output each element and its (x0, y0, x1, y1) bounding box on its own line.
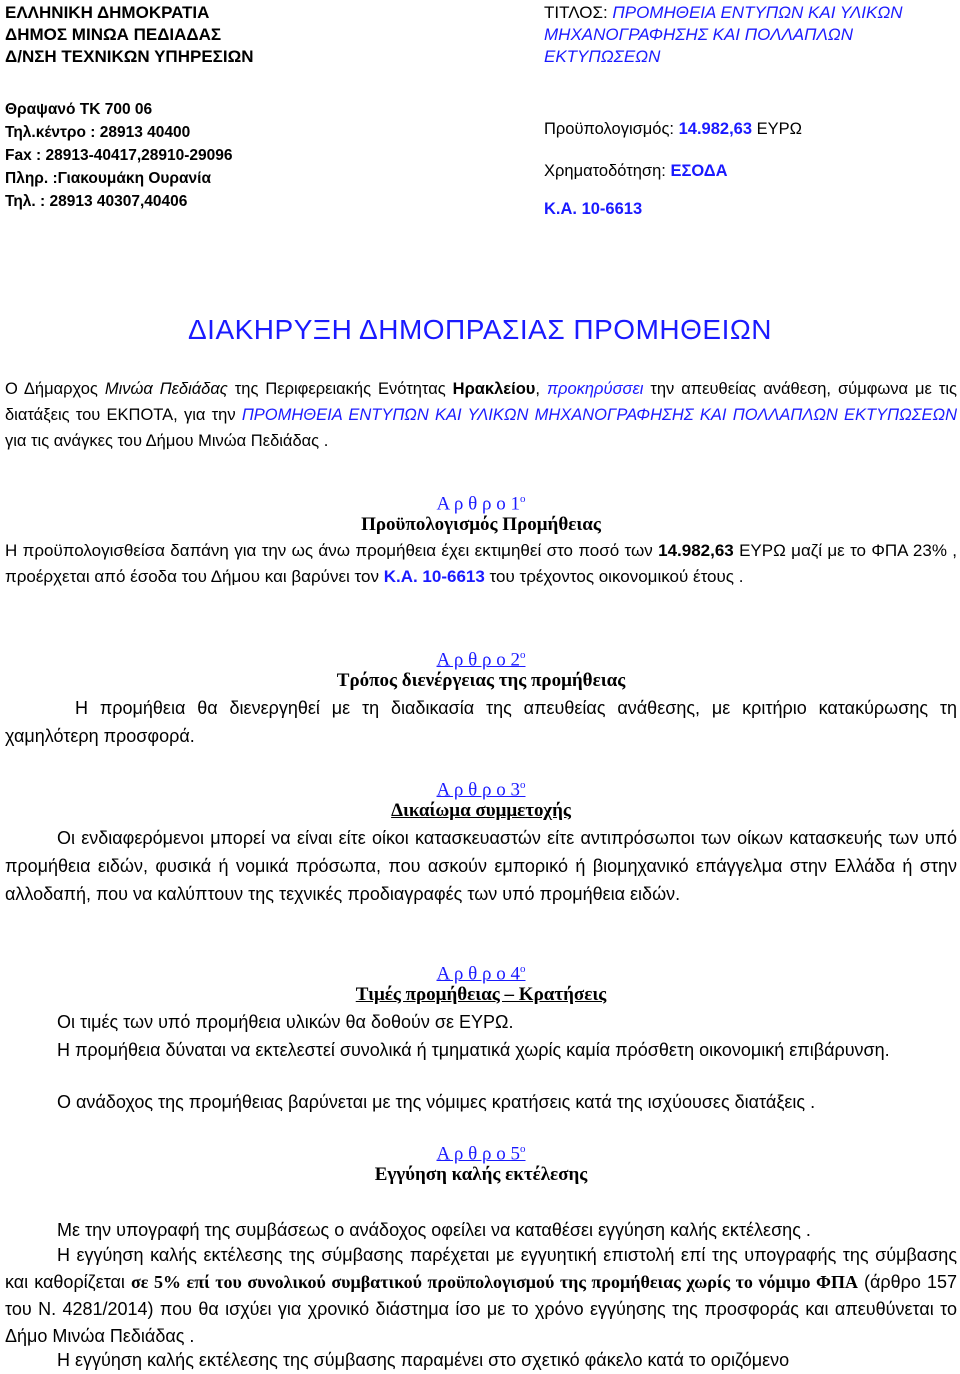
article-3-heading-text: Α ρ θ ρ ο 3 (436, 779, 520, 801)
project-title-line-1 (544, 2, 958, 24)
article-1-budget-code: Κ.Α. 10-6613 (383, 567, 485, 586)
title-label: ΤΙΤΛΟΣ: (544, 3, 608, 22)
ordinal-sup: ο (520, 493, 526, 505)
intro-paragraph (5, 376, 957, 454)
funding (544, 160, 728, 182)
budget-code: Κ.Α. 10-6613 (544, 200, 643, 218)
article-1-text (5, 538, 957, 590)
budget-value: 14.982,63 (678, 120, 753, 138)
article-2-subtitle: Τρόπος διενέργειας της προμήθειας (336, 670, 626, 691)
article-4-paragraph-2: Η προμήθεια δύναται να εκτελεστεί συνολικά ή τμηματικά χωρίς καμία πρόσθετη οικονομική επιβάρυνση. (57, 1040, 890, 1060)
article-2-heading-text: Α ρ θ ρ ο 2 (436, 649, 520, 671)
article-1-amount: 14.982,63 (658, 541, 734, 560)
article-4-subtitle: Τιμές προμήθειας – Κρατήσεις (355, 984, 607, 1005)
intro-announces: προκηρύσσει (546, 380, 644, 398)
org-line-3: Δ/ΝΣΗ ΤΕΧΝΙΚΩΝ ΥΠΗΡΕΣΙΩΝ (5, 47, 254, 66)
org-line-2: ΔΗΜΟΣ ΜΙΝΩΑ ΠΕΔΙΑΔΑΣ (5, 25, 222, 44)
address: Θραψανό ΤΚ 700 06 (5, 101, 153, 118)
article-1-heading-text: Α ρ θ ρ ο 1 (436, 493, 520, 515)
phone-center: Τηλ.κέντρο : 28913 40400 (5, 124, 191, 141)
budget-currency: ΕΥΡΩ (756, 120, 802, 138)
article-5-heading-text: Α ρ θ ρ ο 5 (436, 1143, 520, 1165)
article-4-paragraph-3: Ο ανάδοχος της προμήθειας βαρύνεται με της νόμιμες κρατήσεις κατά της ισχύουσες διατάξεις . (57, 1092, 816, 1112)
article-5-text-part: Η εγγύηση καλής εκτέλεσης της σύμβασης παρέχεται με εγγυητική επιστολή επί της υπογραφής της σύμβασης και καθορίζεται (5, 1245, 957, 1292)
fax: Fax : 28913-40417,28910-29096 (5, 147, 233, 164)
article-1-text-part: του τρέχοντος οικονομικού έτους . (484, 567, 744, 586)
article-3-text: Οι ενδιαφερόμενοι μπορεί να είναι είτε οίκοι κατασκευαστών είτε αντιπρόσωποι των οίκων κατασκευής των υπό προμήθεια ειδών, φυσικά ή νομικά πρόσωπα, που ασκούν εμπορικό ή βιομηχανικό επάγγελμα στην Ελλάδα ή στην αλλοδαπή, που να καλύπτουν της τεχνικές προδιαγραφές των υπό προμήθεια ειδών. (5, 828, 957, 904)
ordinal-sup: ο (520, 779, 526, 791)
article-5-text-part: (άρθρο 157 του Ν. 4281/2014) που θα ισχύει για χρονικό διάστημα ίσο με το χρόνο εγγύησης της προσφοράς και απευθύνεται το Δήμο Μινώα Πεδιάδας . (5, 1272, 957, 1346)
intro-text: Ο Δήμαρχος (5, 380, 105, 398)
intro-text: της Περιφερειακής Ενότητας (227, 380, 453, 398)
article-1-text-part: Η προϋπολογισθείσα δαπάνη για την ως άνω προμήθεια έχει εκτιμηθεί στο ποσό των (5, 541, 659, 560)
intro-text: για τις ανάγκες του Δήμου Μινώα Πεδιάδας . (5, 432, 329, 450)
article-1-subtitle: Προϋπολογισμός Προμήθειας (361, 514, 601, 535)
article-3-subtitle: Δικαίωμα συμμετοχής (391, 800, 571, 821)
ordinal-sup: ο (520, 963, 526, 975)
article-5-guarantee-rate: σε 5% επί του συνολικού συμβατικού προϋπολογισμού της προμήθειας χωρίς το νόμιμο ΦΠΑ (130, 1272, 858, 1292)
article-5-paragraph-1: Με την υπογραφή της συμβάσεως ο ανάδοχος οφείλει να καταθέσει εγγύηση καλής εκτέλεσης . (57, 1220, 811, 1240)
project-title-block (544, 2, 958, 68)
page-title: ΔΙΑΚΗΡΥΞΗ ΔΗΜΟΠΡΑΣΙΑΣ ΠΡΟΜΗΘΕΙΩΝ (187, 314, 773, 345)
article-4-paragraph-1: Οι τιμές των υπό προμήθεια υλικών θα δοθούν σε ΕΥΡΩ. (57, 1012, 514, 1032)
project-title-line-2: ΜΗΧΑΝΟΓΡΑΦΗΣΗΣ ΚΑΙ ΠΟΛΛΑΠΛΩΝ (544, 25, 853, 44)
article-1-text-part: ΕΥΡΩ μαζί με το ΦΠΑ 23% , προέρχεται από έσοδα του Δήμου και βαρύνει τον (5, 541, 957, 586)
article-5-paragraph-2 (5, 1242, 957, 1350)
article-5-paragraph-3: Η εγγύηση καλής εκτέλεσης της σύμβασης παραμένει στο σχετικό φάκελο κατά το οριζόμενο (57, 1350, 790, 1370)
article-4-heading-text: Α ρ θ ρ ο 4 (436, 963, 520, 985)
project-title-line-3: ΕΚΤΥΠΩΣΕΩΝ (544, 47, 661, 66)
article-2-text: Η προμήθεια θα διενεργηθεί με τη διαδικασία της απευθείας ανάθεσης, με κριτήριο κατακύρωσης τη χαμηλότερη προσφορά. (5, 698, 957, 746)
budget-label: Προϋπολογισμός: (544, 120, 675, 138)
contact-person: Πληρ. :Γιακουμάκη Ουρανία (5, 170, 211, 187)
ordinal-sup: ο (520, 1143, 526, 1155)
ordinal-sup: ο (520, 649, 526, 661)
intro-region: Ηρακλείου (452, 380, 536, 398)
budget (544, 118, 802, 140)
organization (5, 2, 325, 68)
phone: Τηλ. : 28913 40307,40406 (5, 193, 188, 210)
title-text-1: ΠΡΟΜΗΘΕΙΑ ΕΝΤΥΠΩΝ ΚΑΙ ΥΛΙΚΩΝ (612, 3, 903, 22)
article-5-subtitle: Εγγύηση καλής εκτέλεσης (374, 1164, 588, 1185)
intro-text: , (535, 380, 547, 398)
funding-value: ΕΣΟΔΑ (670, 162, 728, 180)
intro-municipality: Μινώα Πεδιάδας (104, 380, 228, 398)
funding-label: Χρηματοδότηση: (544, 162, 666, 180)
intro-project-title: ΠΡΟΜΗΘΕΙΑ ΕΝΤΥΠΩΝ ΚΑΙ ΥΛΙΚΩΝ ΜΗΧΑΝΟΓΡΑΦΗΣΗΣ ΚΑΙ ΠΟΛΛΑΠΛΩΝ ΕΚΤΥΠΩΣΕΩΝ (241, 406, 957, 424)
issuer-block (5, 2, 325, 213)
org-line-1: ΕΛΛΗΝΙΚΗ ΔΗΜΟΚΡΑΤΙΑ (5, 3, 210, 22)
intro-text: την απευθείας ανάθεση, σύμφωνα με τις διατάξεις του ΕΚΠΟΤΑ, για την (5, 380, 957, 424)
